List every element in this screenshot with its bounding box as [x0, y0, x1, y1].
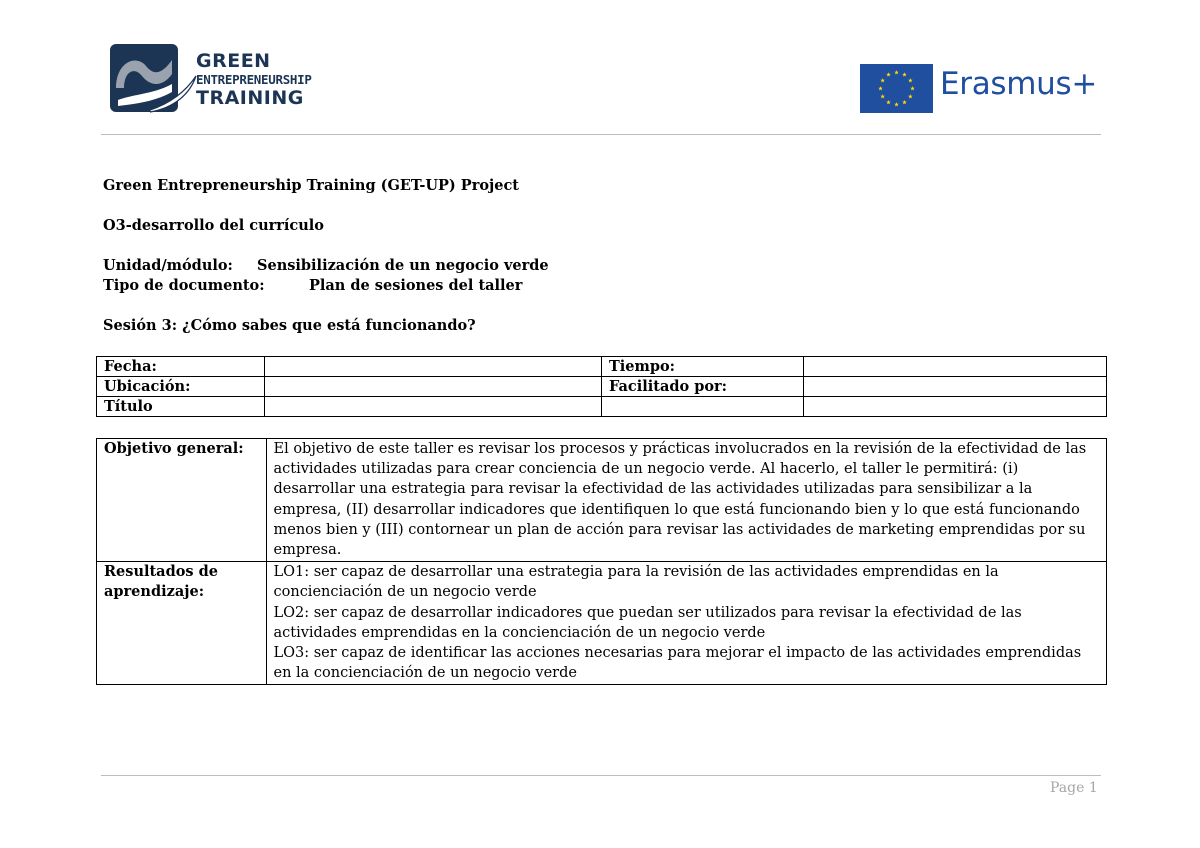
- learning-results-label: Resultados de aprendizaje:: [97, 562, 267, 685]
- session-title: Sesión 3: ¿Cómo sabes que está funcionando?: [103, 317, 476, 334]
- eu-star-icon: [886, 72, 891, 76]
- fecha-value-cell[interactable]: [265, 357, 602, 377]
- general-objective-label: Objetivo general:: [97, 439, 267, 562]
- logo-line-training: TRAINING: [196, 87, 304, 109]
- project-title: Green Entrepreneurship Training (GET-UP) Project: [103, 177, 520, 194]
- eu-star-icon: [880, 94, 885, 98]
- facilitado-value-cell[interactable]: [804, 377, 1107, 397]
- empty-cell[interactable]: [804, 397, 1107, 417]
- eu-star-icon: [886, 100, 891, 104]
- learning-outcome-2: LO2: ser capaz de desarrollar indicadores que puedan ser utilizados para revisar la efectividad de las actividades emprendidas en la concienciación de un negocio verde: [273, 604, 1022, 641]
- logo-line-green: GREEN: [196, 50, 271, 72]
- green-entrepreneurship-logo: [110, 44, 330, 114]
- output-title: O3-desarrollo del currículo: [103, 217, 324, 234]
- eu-star-icon: [902, 100, 907, 104]
- eu-star-icon: [878, 86, 883, 90]
- tiempo-label: Tiempo:: [602, 357, 804, 377]
- unit-label: Unidad/módulo:: [103, 257, 233, 274]
- ubicacion-value-cell[interactable]: [265, 377, 602, 397]
- empty-cell[interactable]: [602, 397, 804, 417]
- eu-star-icon: [894, 102, 899, 106]
- ubicacion-label: Ubicación:: [97, 377, 265, 397]
- learning-results-cell: [266, 562, 1107, 685]
- unit-value: Sensibilización de un negocio verde: [257, 257, 549, 274]
- footer-divider: [101, 775, 1101, 776]
- eu-flag-icon: [860, 64, 933, 113]
- table-row: [97, 377, 1107, 397]
- table-row: [97, 562, 1107, 685]
- erasmus-plus-logo: [860, 64, 1105, 114]
- objectives-table: [96, 438, 1107, 685]
- titulo-label: Título: [97, 397, 265, 417]
- learning-outcome-3: LO3: ser capaz de identificar las acciones necesarias para mejorar el impacto de las actividades emprendidas en la concienciación de un negocio verde: [273, 645, 1082, 682]
- table-row: [97, 397, 1107, 417]
- swoosh-icon: [150, 74, 198, 114]
- eu-star-icon: [894, 70, 899, 74]
- doctype-label: Tipo de documento:: [103, 277, 265, 294]
- fecha-label: Fecha:: [97, 357, 265, 377]
- session-info-table: [96, 356, 1107, 417]
- erasmus-plus-wordmark: Erasmus+: [940, 66, 1098, 102]
- eu-star-icon: [880, 78, 885, 82]
- eu-star-icon: [908, 78, 913, 82]
- table-row: [97, 357, 1107, 377]
- eu-star-icon: [908, 94, 913, 98]
- tiempo-value-cell[interactable]: [804, 357, 1107, 377]
- general-objective-text: El objetivo de este taller es revisar los procesos y prácticas involucrados en la revisión de la efectividad de las actividades utilizadas para crear conciencia de un negocio verde. Al hacerlo, el taller le permitirá: (i) desarrollar una estrategia para revisar la efectividad de las actividades utilizadas para sensibilizar a la empresa, (II) desarrollar indicadores que identifiquen lo que está funcionando bien y lo que está funcionando menos bien y (III) contornear un plan de acción para revisar las actividades de marketing emprendidas por su empresa.: [266, 439, 1107, 562]
- doctype-value: Plan de sesiones del taller: [309, 277, 523, 294]
- table-row: [97, 439, 1107, 562]
- logo-line-entrepreneurship: ENTREPRENEURSHIP: [196, 72, 312, 87]
- learning-outcome-1: LO1: ser capaz de desarrollar una estrategia para la revisión de las actividades emprendidas en la concienciación de un negocio verde: [273, 564, 999, 601]
- titulo-value-cell[interactable]: [265, 397, 602, 417]
- facilitado-label: Facilitado por:: [602, 377, 804, 397]
- page-number: Page 1: [1050, 780, 1098, 796]
- eu-star-icon: [902, 72, 907, 76]
- header-divider: [101, 134, 1101, 135]
- eu-star-icon: [910, 86, 915, 90]
